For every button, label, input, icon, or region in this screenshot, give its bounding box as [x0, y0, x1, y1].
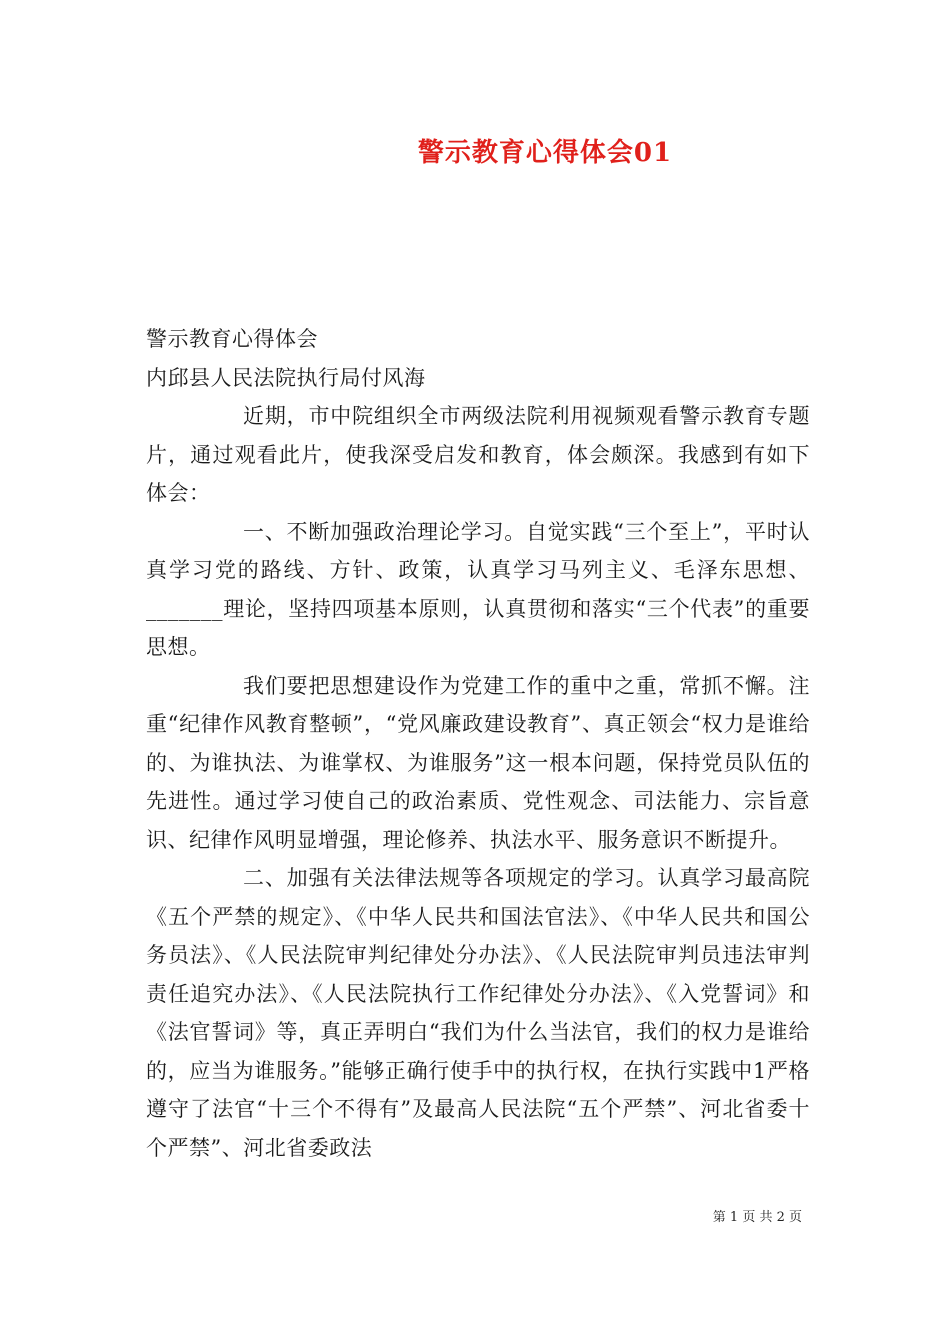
document-author: 内邱县人民法院执行局付风海 [146, 365, 426, 390]
paragraph-intro: 近期，市中院组织全市两级法院利用视频观看警示教育专题片，通过观看此片，使我深受启发和教育，体会颇深。我感到有如下体会： [146, 404, 810, 505]
paragraph-ideological-building: 我们要把思想建设作为党建工作的重中之重，常抓不懈。注重“纪律作风教育整顿”，“党风廉政建设教育”、真正领会“权力是谁给的、为谁执法、为谁掌权、为谁服务”这一根本问题，保持党员队伍的先进性。通过学习使自己的政治素质、党性观念、司法能力、宗旨意识、纪律作风明显增强，理论修养、执法水平、服务意识不断提升。 [146, 673, 810, 852]
paragraph-legal-study: 二、加强有关法律法规等各项规定的学习。认真学习最高院《五个严禁的规定》、《中华人民共和国法官法》、《中华人民共和国公务员法》、《人民法院审判纪律处分办法》、《人民法院审判员违法审判责任追究办法》、《人民法院执行工作纪律处分办法》、《入党誓词》和《法官誓词》等，真正弄明白“我们为什么当法官，我们的权力是谁给的，应当为谁服务。”能够正确行使手中的执行权，在执行实践中1严格遵守了法官“十三个不得有”及最高人民法院“五个严禁”、河北省委十个严禁”、河北省委政法 [146, 866, 810, 1160]
document-heading: 警示教育心得体会 [146, 327, 318, 351]
page-number-footer: 第 1 页 共 2 页 [712, 1210, 802, 1225]
page-title: 警示教育心得体会01 [417, 138, 673, 168]
document-body [146, 320, 810, 1167]
paragraph-political-study: 一、不断加强政治理论学习。自觉实践“三个至上”，平时认真学习党的路线、方针、政策，认真学习马列主义、毛泽东思想、_______理论，坚持四项基本原则，认真贯彻和落实“三个代表”的重要思想。 [146, 519, 810, 659]
